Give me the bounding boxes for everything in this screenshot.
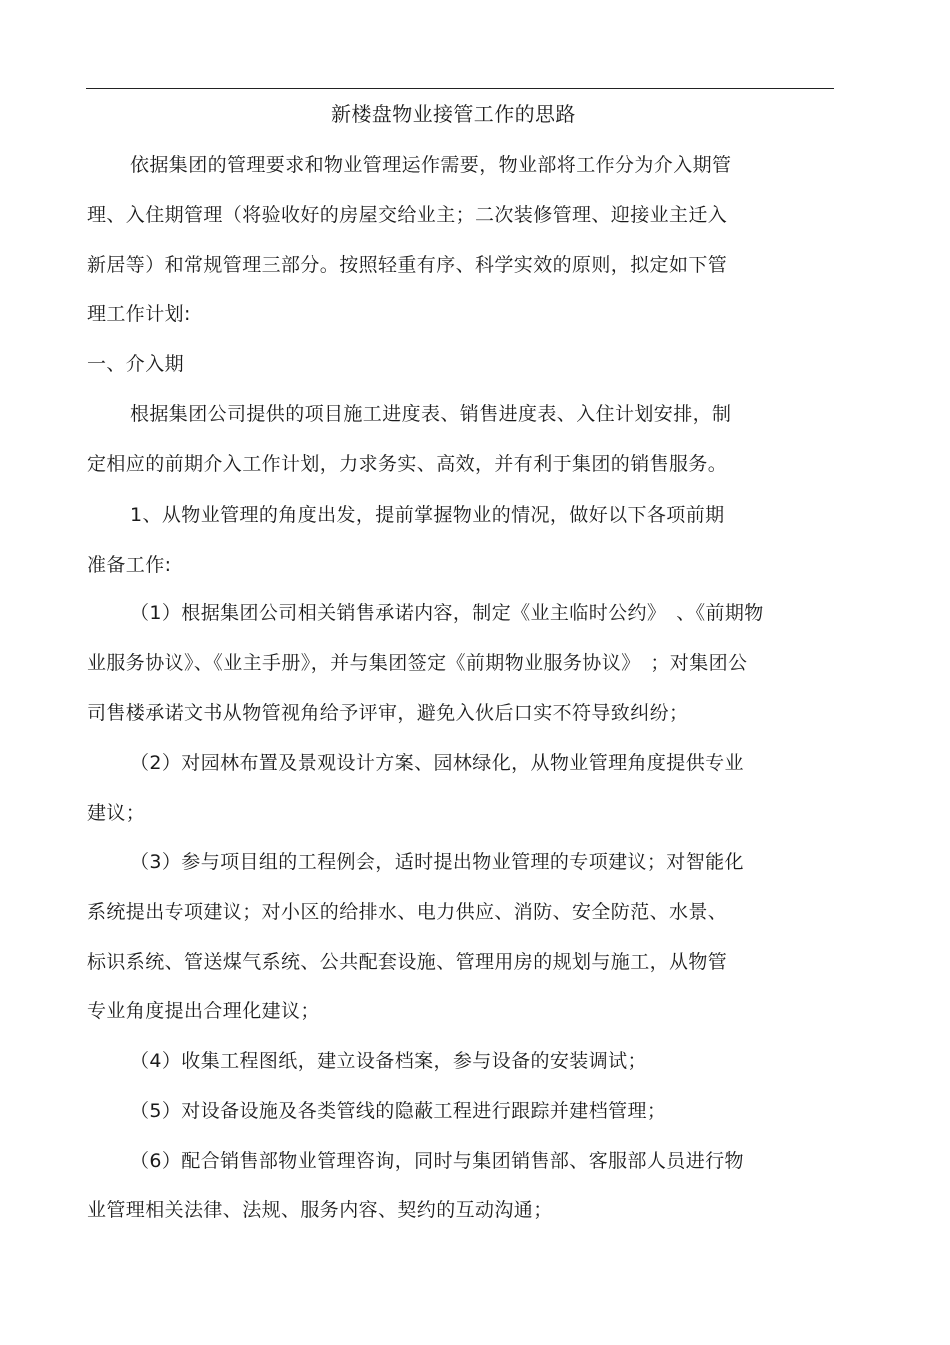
paragraph-line: 新居等）和常规管理三部分。按照轻重有序、科学实效的原则，拟定如下管	[87, 254, 728, 276]
paragraph-line: 定相应的前期介入工作计划，力求务实、高效，并有利于集团的销售服务。	[87, 453, 728, 475]
list-item-line: 专业角度提出合理化建议；	[87, 1000, 320, 1022]
paragraph-line: 准备工作:	[87, 554, 172, 576]
paragraph-line: 根据集团公司提供的项目施工进度表、销售进度表、入住计划安排，制	[130, 403, 732, 425]
list-item-line: 标识系统、管送煤气系统、公共配套设施、管理用房的规划与施工，从物管	[87, 951, 728, 973]
list-item-line: （4）收集工程图纸，建立设备档案，参与设备的安装调试；	[130, 1050, 647, 1072]
list-item-line: 司售楼承诺文书从物管视角给予评审，避免入伙后口实不符导致纠纷；	[87, 702, 689, 724]
paragraph-line: 理工作计划:	[87, 303, 191, 325]
list-item-line: （3）参与项目组的工程例会，适时提出物业管理的专项建议；对智能化	[130, 851, 744, 873]
list-item-line: 建议；	[87, 802, 146, 824]
list-item-line: 业管理相关法律、法规、服务内容、契约的互动沟通；	[87, 1199, 553, 1221]
list-item-line: （5）对设备设施及各类管线的隐蔽工程进行跟踪并建档管理；	[130, 1100, 667, 1122]
list-item-line: （1）根据集团公司相关销售承诺内容，制定《业主临时公约》 、《前期物	[130, 602, 764, 624]
paragraph-line: 理、入住期管理（将验收好的房屋交给业主；二次装修管理、迎接业主迁入	[87, 204, 728, 226]
list-item-line: （2）对园林布置及景观设计方案、园林绿化，从物业管理角度提供专业	[130, 752, 744, 774]
document-title: 新楼盘物业接管工作的思路	[331, 102, 576, 126]
header-rule	[86, 88, 834, 89]
paragraph-line: 依据集团的管理要求和物业管理运作需要，物业部将工作分为介入期管	[130, 154, 732, 176]
list-item-line: （6）配合销售部物业管理咨询，同时与集团销售部、客服部人员进行物	[130, 1150, 744, 1172]
section-heading: 一、介入期	[87, 353, 185, 375]
list-item-line: 系统提出专项建议；对小区的给排水、电力供应、消防、安全防范、水景、	[87, 901, 728, 923]
paragraph-line: 1、从物业管理的角度出发，提前掌握物业的情况，做好以下各项前期	[130, 504, 725, 526]
list-item-line: 业服务协议》、《业主手册》，并与集团签定《前期物业服务协议》 ；对集团公	[87, 652, 748, 674]
